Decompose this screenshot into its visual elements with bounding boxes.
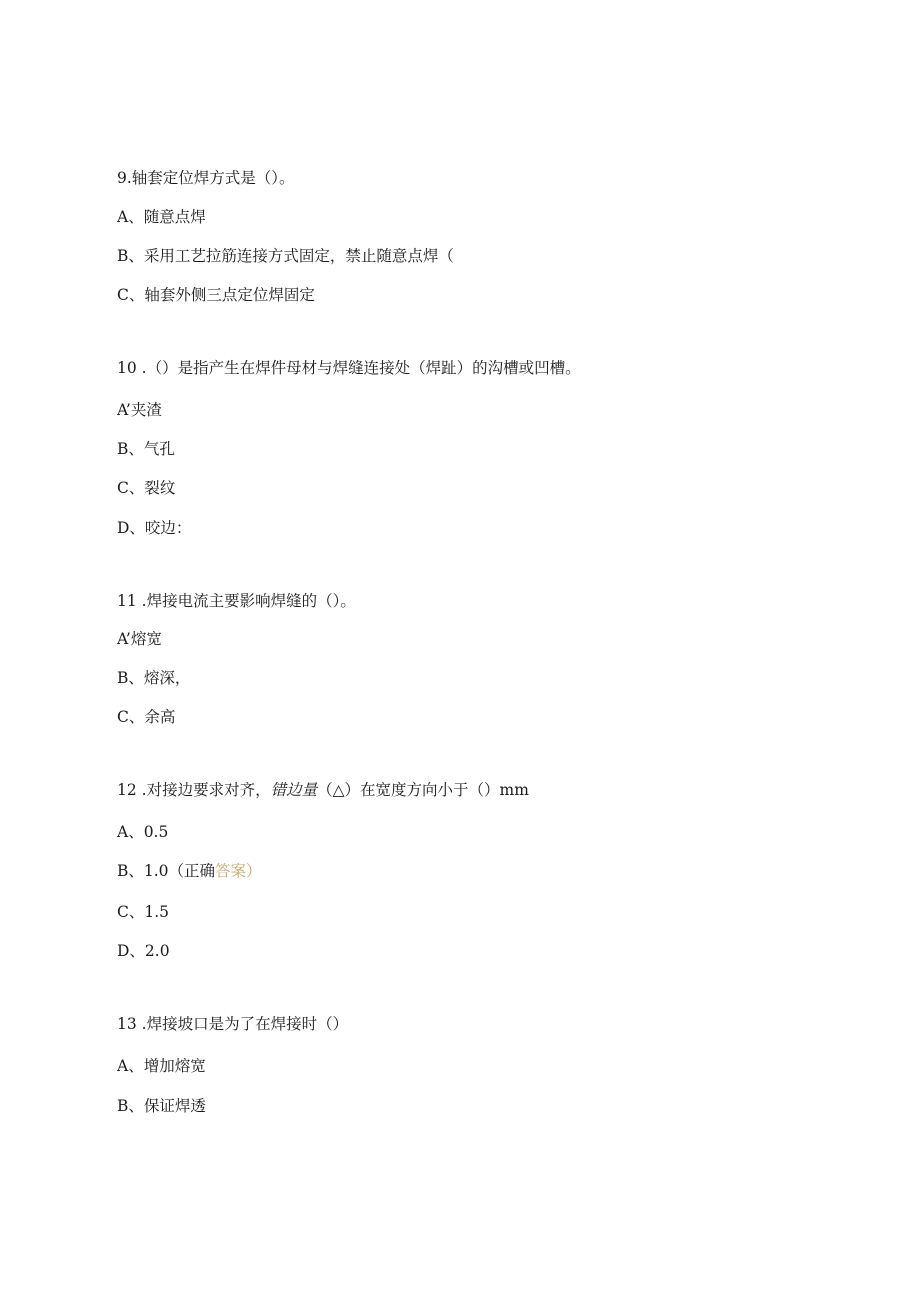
question-12-option-b-text: B、1.0（正确 [117,862,216,880]
question-10-option-b: B、气孔 [117,440,175,458]
question-13-option-a: A、增加熔宽 [117,1057,206,1075]
question-12-stem [117,780,529,800]
question-11-option-b: B、熔深， [117,669,191,687]
question-9-option-c: C、轴套外侧三点定位焊固定 [117,286,315,304]
question-12-option-a: A、0.5 [117,823,169,841]
question-12-option-c: C、1.5 [117,903,170,921]
question-12-option-b [117,861,262,881]
question-10-option-c: C、裂纹 [117,479,176,497]
question-11-option-a: A’熔宽 [117,630,162,648]
question-10-stem: 10 .（）是指产生在焊件母材与焊缝连接处（焊趾）的沟槽或凹槽。 [117,359,581,377]
question-12-stem-emphasis: 错边量 [270,781,318,799]
question-12-option-d: D、2.0 [117,942,170,960]
question-11-option-c: C、余高 [117,708,176,726]
question-13-stem: 13 .焊接坡口是为了在焊接时（） [117,1015,349,1033]
question-12-stem-suffix: （△）在宽度方向小于（）mm [317,781,529,799]
question-9-stem: 9.轴套定位焊方式是（）。 [117,169,295,187]
question-9-option-a: A、随意点焊 [117,208,206,226]
question-10-option-d: D、咬边： [117,519,192,537]
question-13-option-b: B、保证焊透 [117,1097,206,1115]
question-10-option-a: A’夹渣 [117,401,162,419]
question-9-option-b: B、采用工艺拉筋连接方式固定，禁止随意点焊（ [117,247,454,265]
question-11-stem: 11 .焊接电流主要影响焊缝的（）。 [117,592,356,610]
question-12-stem-prefix: 12 .对接边要求对齐， [117,781,271,799]
answer-note: 答案） [215,862,262,880]
